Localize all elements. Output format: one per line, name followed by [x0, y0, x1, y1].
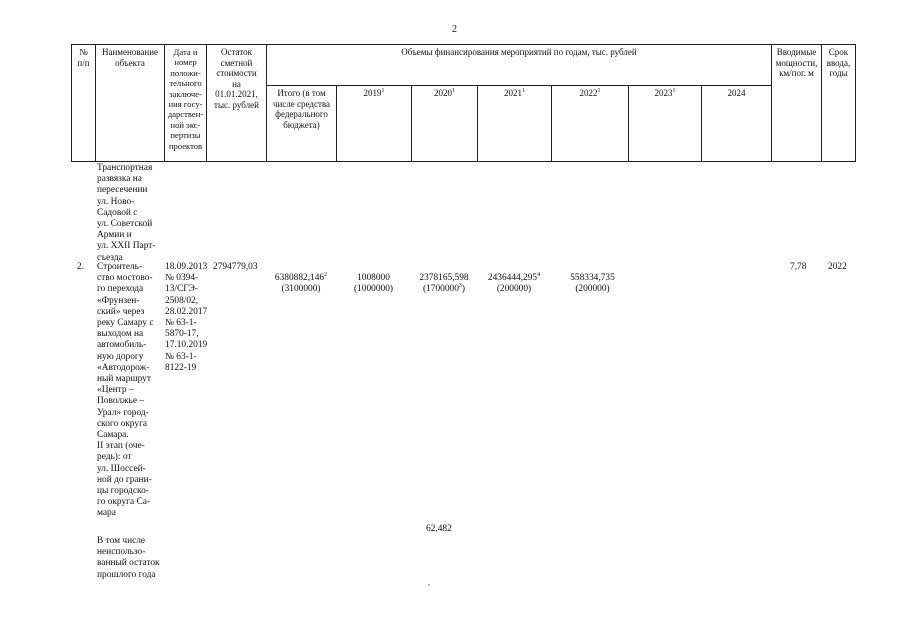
row-2022: 558334,735 (200000) [570, 273, 615, 295]
header-2024: 2024 [702, 86, 772, 162]
sub-row-2020: 62,482 [426, 524, 452, 534]
header-total: Итого (в том числе средства федерального бюджета) [267, 86, 337, 162]
header-funding-group: Объемы финансирования мероприятий по годам, тыс. рублей [267, 45, 772, 86]
header-2019: 2019$^1$ [337, 86, 412, 162]
header-2023: 2023$^1$ [629, 86, 702, 162]
header-2020: 2020$^1$ [412, 86, 478, 162]
header-date: Дата и номер положи- тельного заключе- ния госу- дарствен- ной экс- пертизы проектов [165, 45, 207, 162]
row-capacity: 7,78 [790, 262, 807, 272]
page-number: 2 [452, 24, 457, 35]
row-remainder: 2794779,03 [213, 262, 258, 272]
row-2019: 1008000 (1000000) [353, 273, 394, 295]
row-term: 2022 [828, 262, 847, 272]
header-2022: 2022$^1$ [552, 86, 629, 162]
row-2021: 2436444,295$^4$ (200000) [487, 272, 541, 295]
table-header [71, 44, 856, 162]
header-num: № п/п [72, 45, 96, 162]
header-name: Наименование объекта [96, 45, 165, 162]
row-2020: 2378165,598 (1700000$^3$) [419, 273, 469, 295]
header-term: Срок ввода, годы [822, 45, 856, 162]
header-capacity: Вводимые мощности, км/пог. м [772, 45, 822, 162]
sub-row-label: В том числе неиспользо- ванный остаток прошлого года [97, 536, 160, 580]
scan-speck: , [428, 578, 430, 587]
row-number: 2. [77, 262, 85, 272]
row-object-name: Строитель- ство мостово- го перехода «Фрунзен- ский» через реку Самару с выходом на автомобиль- ную дорогу «Автодорож- ный маршрут «Центр – Поволжье – Урал» город- ского округа Самара. II этап (оче- редь): от ул. Шоссей- ной до грани- цы городско- го округа Са- мара [97, 262, 154, 519]
group-title: Транспортная развязка на пересечении ул. Ново- Садовой с ул. Советской Армии и ул. XXII Парт- съезда [97, 163, 156, 263]
header-2021: 2021$^1$ [478, 86, 552, 162]
row-expertise-date: 18.09.2013 № 0394- 13/СГЭ- 2508/02, 28.02.2017 № 63-1- 5870-17, 17.10.2019 № 63-1- 8122-19 [165, 262, 208, 373]
header-remainder: Остаток сметной стоимости на 01.01.2021, тыс. рублей [207, 45, 267, 162]
row-total: 6380882,146$^2$ (3100000) [274, 272, 328, 295]
